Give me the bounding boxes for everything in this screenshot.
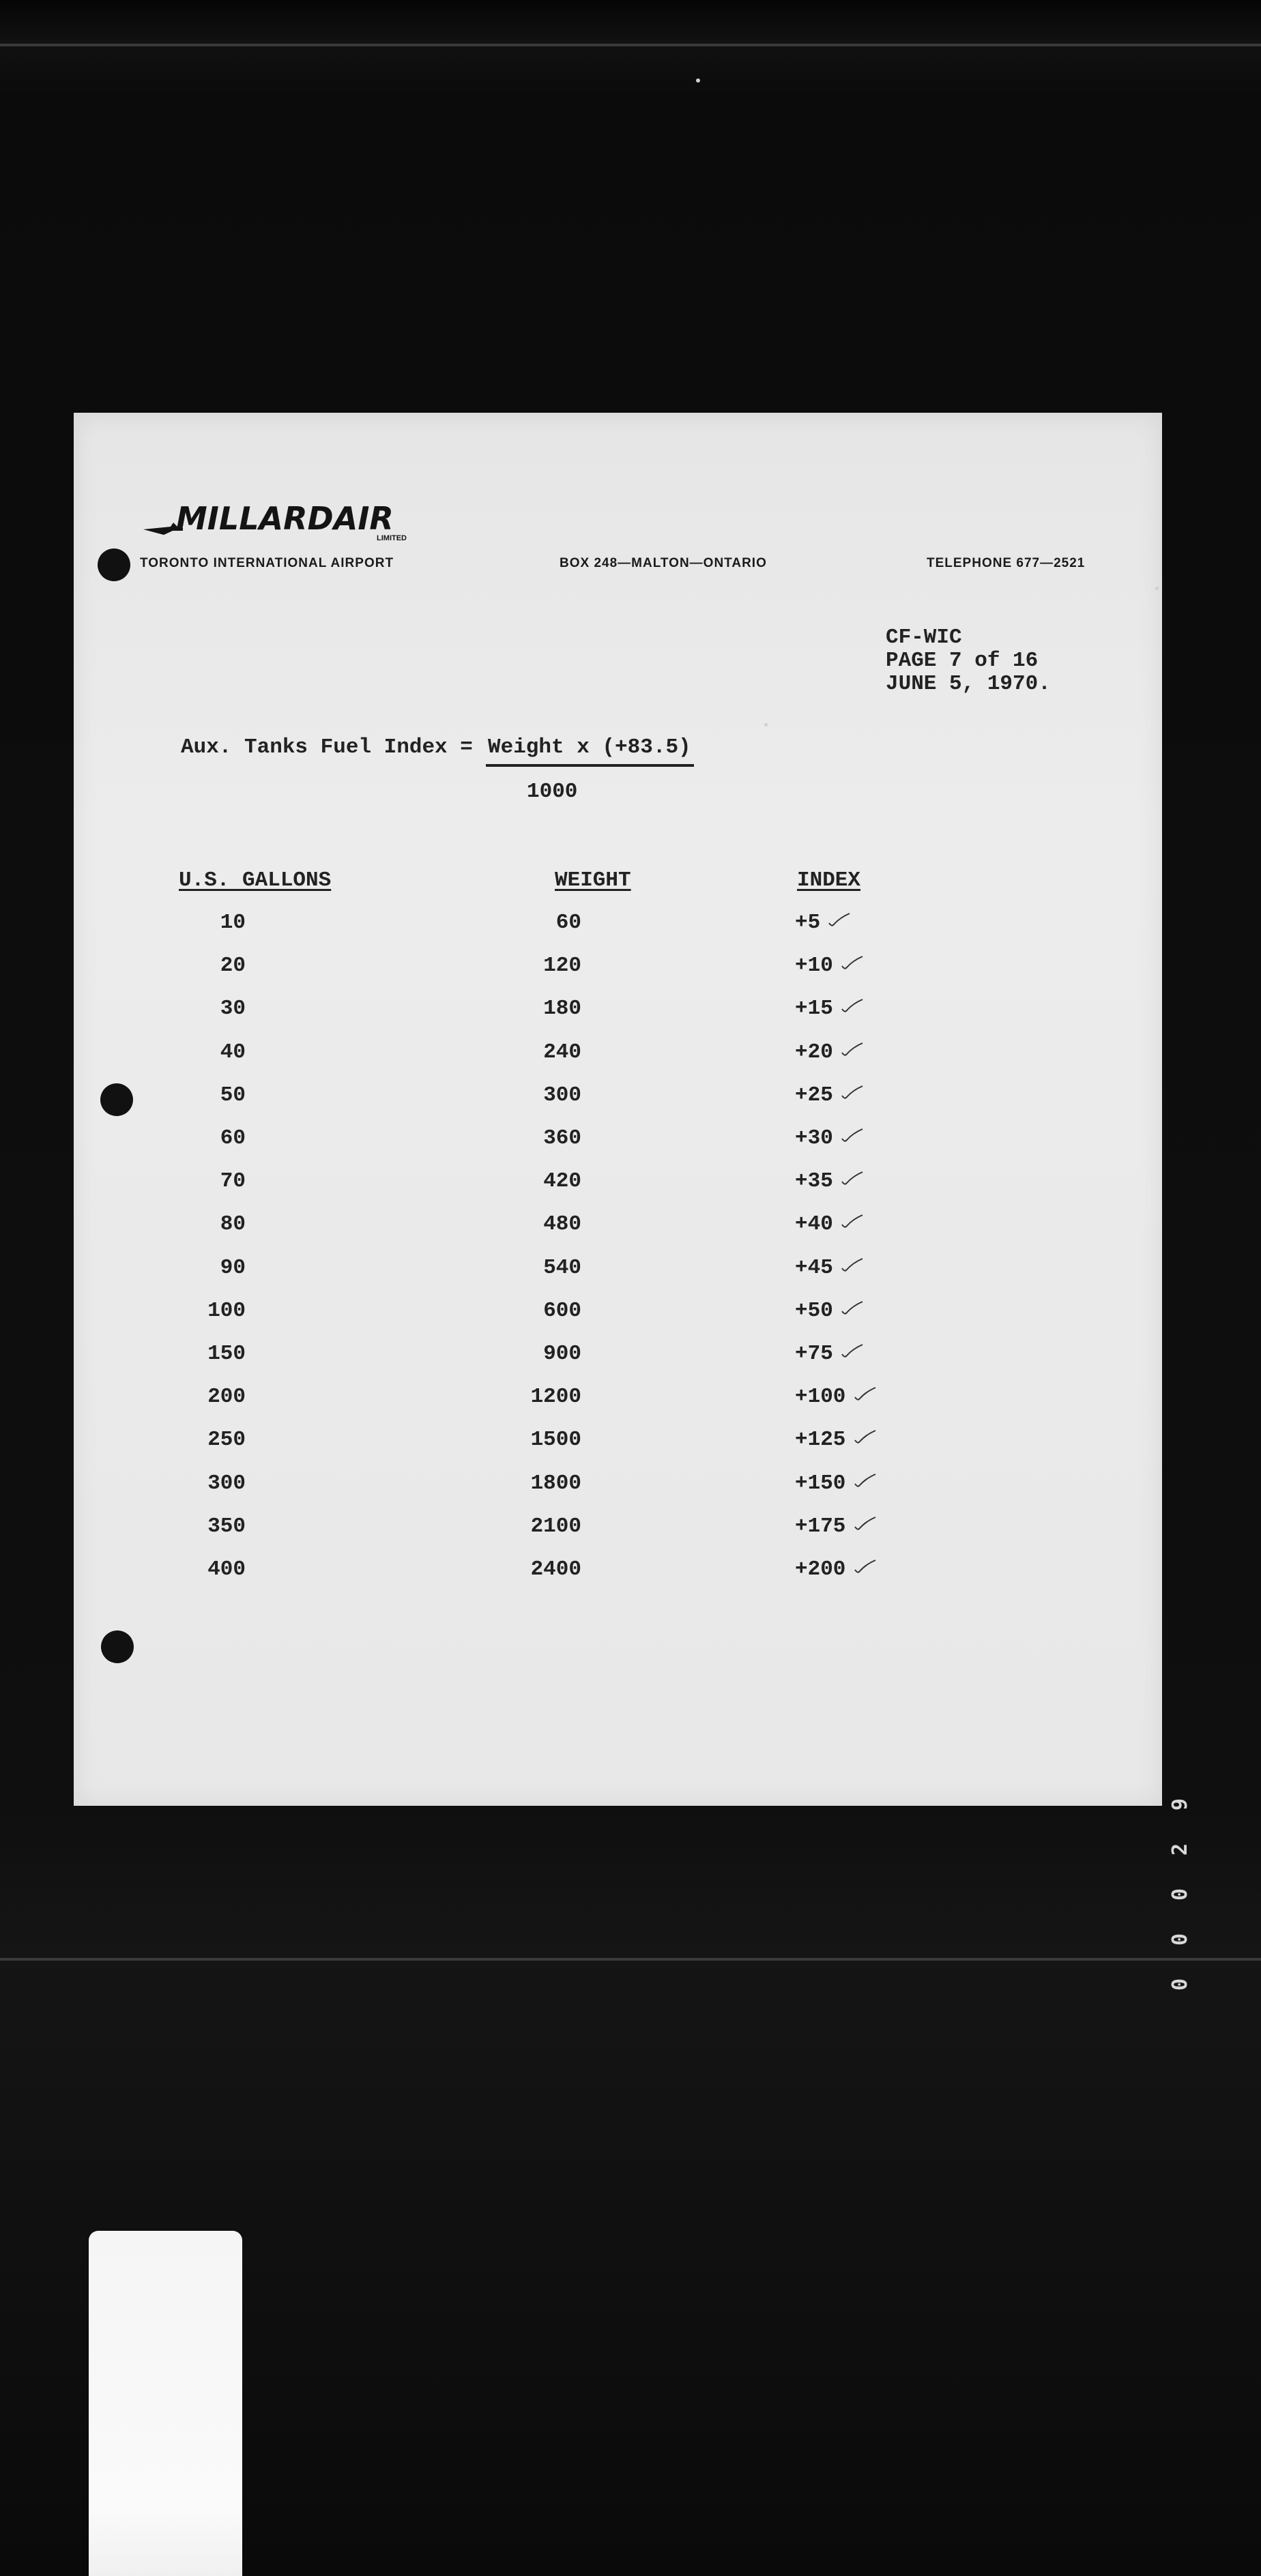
weight-value: 2100 [530, 1514, 581, 1538]
gallons-value: 300 [207, 1472, 246, 1495]
weight-value: 480 [543, 1212, 581, 1236]
gallons-value: 400 [207, 1557, 246, 1581]
weight-value: 1200 [530, 1385, 581, 1409]
frame-digit: 0 [1168, 1933, 1192, 1946]
table-row [0, 1299, 1261, 1326]
check-mark-icon [828, 909, 851, 930]
frame-digit: 9 [1168, 1798, 1192, 1811]
check-mark-icon [841, 952, 864, 973]
index-cell [795, 954, 833, 978]
table-row [0, 997, 1261, 1024]
weight-value: 600 [543, 1299, 581, 1323]
millardair-logo [143, 499, 423, 542]
table-row [0, 1083, 1261, 1111]
index-cell [795, 1557, 845, 1581]
frame-digit: 2 [1168, 1843, 1192, 1856]
weight-value: 540 [543, 1256, 581, 1280]
index-cell [795, 1472, 845, 1495]
table-row [0, 1126, 1261, 1154]
check-mark-icon [841, 1168, 864, 1188]
check-mark-icon [841, 1125, 864, 1145]
index-cell [795, 1083, 833, 1107]
index-cell [795, 911, 820, 935]
page-number: PAGE 7 of 16 [886, 649, 1039, 673]
table-row [0, 1472, 1261, 1499]
table-row [0, 1256, 1261, 1283]
index-value: +10 [795, 954, 833, 978]
index-value: +25 [795, 1083, 833, 1107]
film-edge-line [0, 44, 1261, 46]
index-cell [795, 997, 833, 1021]
index-cell [795, 1514, 845, 1538]
gallons-value: 350 [207, 1514, 246, 1538]
table-row [0, 1385, 1261, 1412]
letterhead-address: TORONTO INTERNATIONAL AIRPORT [140, 556, 394, 570]
table-row [0, 911, 1261, 938]
weight-value: 420 [543, 1169, 581, 1193]
gallons-value: 100 [207, 1299, 246, 1323]
gallons-value: 30 [220, 997, 246, 1021]
document-date: JUNE 5, 1970. [886, 672, 1051, 696]
gallons-value: 70 [220, 1169, 246, 1193]
film-frame-number [1160, 1782, 1201, 2028]
punch-hole [98, 548, 130, 581]
weight-value: 240 [543, 1040, 581, 1064]
index-value: +45 [795, 1256, 833, 1280]
gallons-value: 250 [207, 1428, 246, 1452]
dust-speck [1155, 587, 1159, 590]
gallons-value: 10 [220, 911, 246, 935]
formula-denominator: 1000 [527, 780, 578, 804]
weight-value: 60 [555, 911, 581, 935]
index-cell [795, 1342, 833, 1366]
check-mark-icon [841, 1211, 864, 1231]
check-mark-icon [841, 1255, 864, 1275]
punch-hole [101, 1630, 134, 1663]
check-mark-icon [841, 1082, 864, 1102]
index-cell [795, 1428, 845, 1452]
gallons-value: 150 [207, 1342, 246, 1366]
index-cell [795, 1256, 833, 1280]
check-mark-icon [854, 1513, 877, 1534]
index-value: +50 [795, 1299, 833, 1323]
gallons-value: 80 [220, 1212, 246, 1236]
index-value: +15 [795, 997, 833, 1021]
logo-subtext: LIMITED [377, 534, 407, 542]
gallons-value: 60 [220, 1126, 246, 1150]
index-value: +125 [795, 1428, 846, 1452]
table-row [0, 1342, 1261, 1369]
film-leader-strip [89, 2231, 242, 2576]
weight-value: 2400 [530, 1557, 581, 1581]
weight-value: 1500 [530, 1428, 581, 1452]
weight-value: 180 [543, 997, 581, 1021]
index-cell [795, 1040, 833, 1064]
table-row [0, 1428, 1261, 1455]
index-cell [795, 1126, 833, 1150]
index-value: +30 [795, 1126, 833, 1150]
table-row [0, 1169, 1261, 1197]
weight-value: 360 [543, 1126, 581, 1150]
index-value: +200 [795, 1557, 846, 1581]
dust-speck [696, 78, 700, 83]
document-reference [886, 626, 1051, 696]
index-value: +20 [795, 1040, 833, 1064]
gallons-value: 90 [220, 1256, 246, 1280]
weight-value: 900 [543, 1342, 581, 1366]
gallons-value: 50 [220, 1083, 246, 1107]
index-value: +150 [795, 1472, 846, 1495]
check-mark-icon [854, 1426, 877, 1447]
weight-value: 120 [543, 954, 581, 978]
index-cell [795, 1212, 833, 1236]
check-mark-icon [841, 1298, 864, 1318]
gallons-value: 200 [207, 1385, 246, 1409]
column-header-weight: WEIGHT [555, 868, 631, 892]
index-value: +5 [795, 911, 821, 935]
index-value: +75 [795, 1342, 833, 1366]
index-value: +35 [795, 1169, 833, 1193]
check-mark-icon [841, 1341, 864, 1361]
table-row [0, 1557, 1261, 1585]
table-row [0, 1040, 1261, 1068]
check-mark-icon [854, 1470, 877, 1491]
frame-digit: 0 [1168, 1888, 1192, 1901]
film-edge-line [0, 1958, 1261, 1961]
check-mark-icon [854, 1384, 877, 1404]
gallons-value: 20 [220, 954, 246, 978]
formula-numerator: Weight x (+83.5) [488, 735, 691, 759]
dust-speck [764, 723, 768, 727]
table-row [0, 954, 1261, 981]
table-row [0, 1514, 1261, 1542]
index-value: +175 [795, 1514, 846, 1538]
weight-value: 1800 [530, 1472, 581, 1495]
formula-label: Aux. Tanks Fuel Index = [181, 735, 473, 759]
logo-wordmark: MILLARDAIR [176, 500, 394, 537]
table-row [0, 1212, 1261, 1240]
index-value: +100 [795, 1385, 846, 1409]
letterhead-telephone: TELEPHONE 677—2521 [927, 556, 1086, 570]
gallons-value: 40 [220, 1040, 246, 1064]
check-mark-icon [854, 1556, 877, 1577]
check-mark-icon [841, 1039, 864, 1059]
index-cell [795, 1385, 845, 1409]
aircraft-registration: CF-WIC [886, 626, 962, 649]
index-value: +40 [795, 1212, 833, 1236]
check-mark-icon [841, 995, 864, 1016]
column-header-index: INDEX [797, 868, 861, 892]
weight-value: 300 [543, 1083, 581, 1107]
index-cell [795, 1169, 833, 1193]
column-header-gallons: U.S. GALLONS [179, 868, 332, 892]
fraction-bar [486, 764, 694, 767]
letterhead-box: BOX 248—MALTON—ONTARIO [560, 556, 767, 570]
frame-digit: 0 [1168, 1978, 1192, 1991]
index-cell [795, 1299, 833, 1323]
